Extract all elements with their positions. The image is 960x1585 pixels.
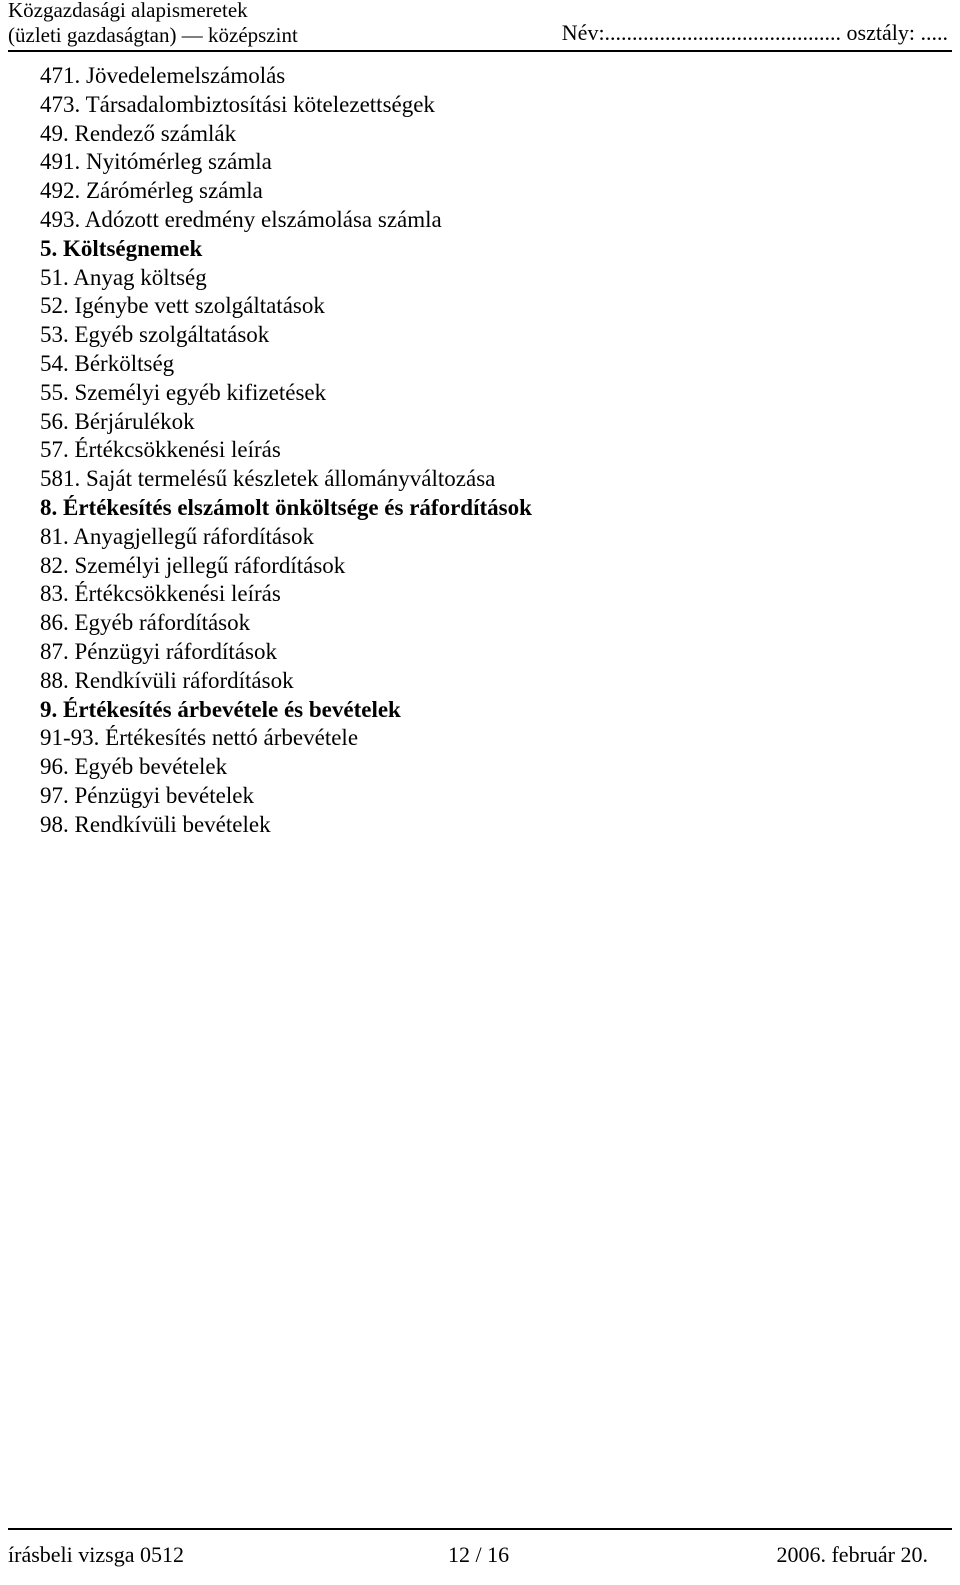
header-subject: Közgazdasági alapismeretek bbox=[8, 0, 248, 22]
account-item: 52. Igénybe vett szolgáltatások bbox=[40, 293, 325, 319]
account-item: 57. Értékcsökkenési leírás bbox=[40, 437, 281, 463]
header-name-class-field: Név:........................................... osztály: ..... bbox=[561, 20, 948, 45]
account-item: 82. Személyi jellegű ráfordítások bbox=[40, 552, 346, 578]
account-group-heading: 8. Értékesítés elszámolt önköltsége és ráfordítások bbox=[40, 494, 532, 520]
account-item: 493. Adózott eredmény elszámolása számla bbox=[40, 206, 442, 232]
account-item: 55. Személyi egyéb kifizetések bbox=[40, 379, 327, 405]
account-group-heading: 9. Értékesítés árbevétele és bevételek bbox=[40, 696, 401, 722]
account-item: 491. Nyitómérleg számla bbox=[40, 149, 272, 175]
account-item: 473. Társadalombiztosítási kötelezettségek bbox=[40, 91, 435, 117]
account-item: 581. Saját termelésű készletek állományváltozása bbox=[40, 466, 496, 492]
page-footer bbox=[8, 1528, 952, 1570]
account-group-heading: 5. Költségnemek bbox=[40, 235, 203, 261]
footer-exam-code: írásbeli vizsga 0512 bbox=[8, 1542, 184, 1567]
account-item: 81. Anyagjellegű ráfordítások bbox=[40, 523, 315, 549]
account-item: 49. Rendező számlák bbox=[40, 120, 237, 146]
footer-date: 2006. február 20. bbox=[776, 1542, 928, 1567]
header-level: (üzleti gazdaságtan) — középszint bbox=[8, 23, 298, 47]
account-item: 96. Egyéb bevételek bbox=[40, 754, 228, 780]
account-item: 97. Pénzügyi bevételek bbox=[40, 782, 254, 808]
account-item: 54. Bérköltség bbox=[40, 350, 175, 376]
page-header bbox=[8, 0, 952, 52]
account-item: 98. Rendkívüli bevételek bbox=[40, 811, 271, 837]
account-item: 86. Egyéb ráfordítások bbox=[40, 610, 251, 636]
account-item: 91-93. Értékesítés nettó árbevétele bbox=[40, 725, 359, 751]
account-item: 83. Értékcsökkenési leírás bbox=[40, 581, 281, 607]
footer-page-number: 12 / 16 bbox=[448, 1542, 510, 1567]
header-subject-block bbox=[8, 0, 298, 48]
account-list bbox=[40, 62, 532, 840]
account-item: 87. Pénzügyi ráfordítások bbox=[40, 638, 277, 664]
account-item: 492. Zárómérleg számla bbox=[40, 178, 263, 204]
account-item: 56. Bérjárulékok bbox=[40, 408, 195, 434]
account-item: 51. Anyag költség bbox=[40, 264, 207, 290]
account-item: 88. Rendkívüli ráfordítások bbox=[40, 667, 294, 693]
account-item: 471. Jövedelemelszámolás bbox=[40, 63, 286, 88]
account-item: 53. Egyéb szolgáltatások bbox=[40, 322, 270, 348]
